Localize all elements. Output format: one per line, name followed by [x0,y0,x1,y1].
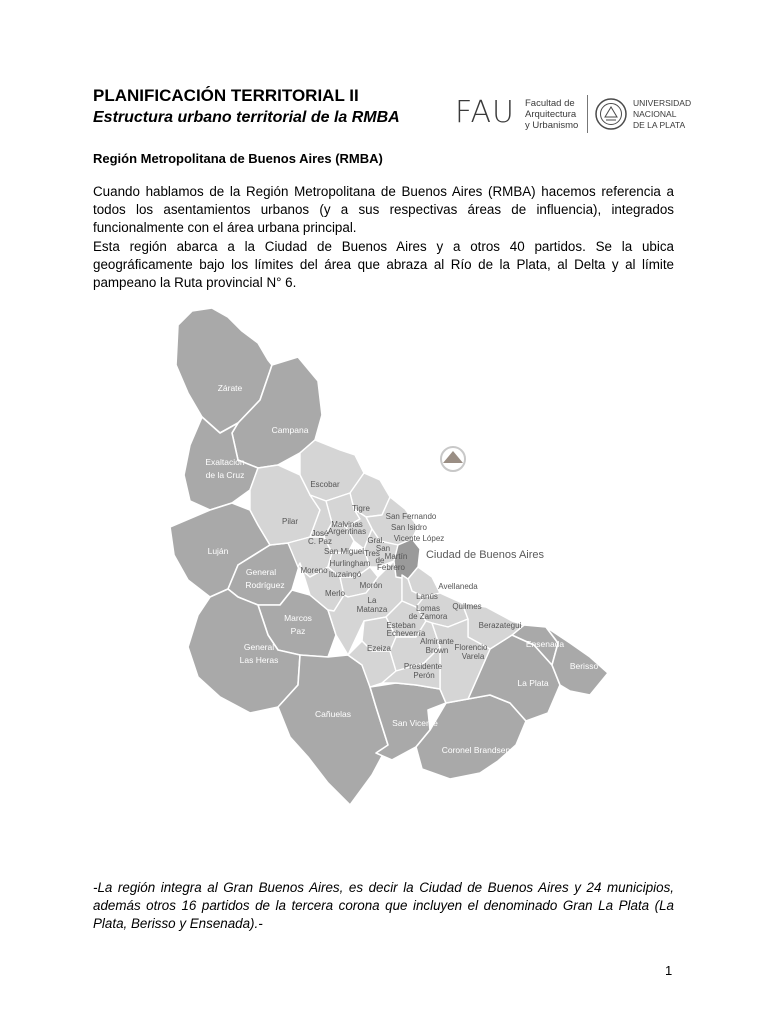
label-lomas-2: de Zamora [408,612,448,621]
page-number: 1 [665,963,673,978]
label-berazategui: Berazategui [478,621,522,630]
label-presidente-peron-1: Presidente [403,662,443,671]
label-jose-c-paz-2: C. Paz [307,537,333,546]
label-avellaneda: Avellaneda [438,582,478,591]
label-la-matanza-2: Matanza [356,605,388,614]
label-san-vicente: San Vicente [392,718,438,728]
document-title: PLANIFICACIÓN TERRITORIAL II [93,86,359,105]
unlp-seal-icon [594,95,628,133]
label-almirante-brown-1: Almirante [420,637,454,646]
paragraph: Esta región abarca a la Ciudad de Buenos Aires y a otros 40 partidos. Se la ubica geográficamente bajo los límites del área que abraza al Río de la Plata, al Delta y al límite pampeano la Ruta provincial N° 6. [93,238,674,291]
label-tigre: Tigre [352,504,370,513]
label-malvinas-2: Argentinas [327,527,367,536]
label-general-las-heras-2: Las Heras [239,655,279,665]
label-general-rodriguez-2: Rodríguez [245,580,285,590]
paragraph: Cuando hablamos de la Región Metropolitana de Buenos Aires (RMBA) hacemos referencia a todos los asentamientos urbanos (y a sus respectivas áreas de influencia), integrados funcionalmente con el área urbana principal. [93,184,674,236]
label-esteban-echeverria-2: Echeverría [386,629,426,638]
label-marcos-paz-2: Paz [290,626,306,636]
label-tres-de-febrero-2: de [375,556,385,565]
label-lanus: Lanús [416,592,438,601]
label-merlo: Merlo [324,589,346,598]
label-canuelas: Cañuelas [315,709,351,719]
label-san-isidro: San Isidro [390,523,428,532]
fau-logo-caption: Facultad de Arquitectura y Urbanismo [525,98,579,131]
map-caption: -La región integra al Gran Buenos Aires, es decir la Ciudad de Buenos Aires y 24 municipios, además otros 16 partidos de la tercera corona que incluyen el denominado Gran La Plata (La Plata, Berisso y Ensenada).- [93,880,674,932]
label-escobar: Escobar [310,480,340,489]
label-florencio-varela-1: Florencio [454,643,488,652]
label-ituzaingo: Ituzaingó [328,570,362,579]
label-gral-san-martin-2: San [375,544,391,553]
label-gral-san-martin-3: Martín [384,552,408,561]
label-florencio-varela-2: Varela [461,652,485,661]
label-ensenada: Ensenada [525,639,565,649]
intro-text [93,183,674,292]
label-berisso: Berisso [569,661,599,671]
label-san-fernando: San Fernando [385,512,437,521]
logo-divider [587,95,588,133]
label-caba: Ciudad de Buenos Aires [425,549,545,561]
institution-logos [455,93,695,135]
label-lujan: Luján [207,546,229,556]
label-san-miguel: San Miguel [323,547,365,556]
label-general-las-heras-1: General [243,642,275,652]
label-jose-c-paz-1: José [311,529,329,538]
section-heading: Región Metropolitana de Buenos Aires (RMBA) [93,151,383,166]
label-general-rodriguez-1: General [245,567,277,577]
label-zarate: Zárate [217,383,243,393]
label-almirante-brown-2: Brown [425,646,449,655]
unlp-logo: UNIVERSIDAD NACIONAL DE LA PLATA [633,98,692,130]
label-ezeiza: Ezeiza [366,644,392,653]
label-esteban-echeverria-1: Esteban [386,621,416,630]
label-vicente-lopez: Vicente López [393,534,445,543]
label-moreno: Moreno [300,566,328,575]
rmba-map [150,305,625,830]
label-malvinas-1: Malvinas [331,520,363,529]
label-hurlingham: Hurlingham [329,559,371,568]
document-subtitle: Estructura urbano territorial de la RMBA [93,109,400,126]
label-marcos-paz-1: Marcos [284,613,312,623]
label-moron: Morón [359,581,383,590]
label-presidente-peron-2: Perón [413,671,435,680]
label-lomas-1: Lomas [415,604,441,613]
label-quilmes: Quilmes [452,602,482,611]
fau-logo: FAU [455,95,515,130]
label-tres-de-febrero-1: Tres [364,549,380,558]
rmba-map-svg [150,305,625,830]
label-campana: Campana [271,425,309,435]
label-la-plata: La Plata [517,678,549,688]
label-la-matanza-1: La [367,596,377,605]
label-exaltacion-1: Exaltación [205,457,245,467]
north-arrow-icon [441,447,465,471]
label-exaltacion-2: de la Cruz [205,470,245,480]
label-gral-san-martin-1: Gral. [367,536,385,545]
label-tres-de-febrero-3: Febrero [376,563,406,572]
label-coronel-brandsen: Coronel Brandsen [441,745,511,755]
label-pilar: Pilar [281,517,299,526]
